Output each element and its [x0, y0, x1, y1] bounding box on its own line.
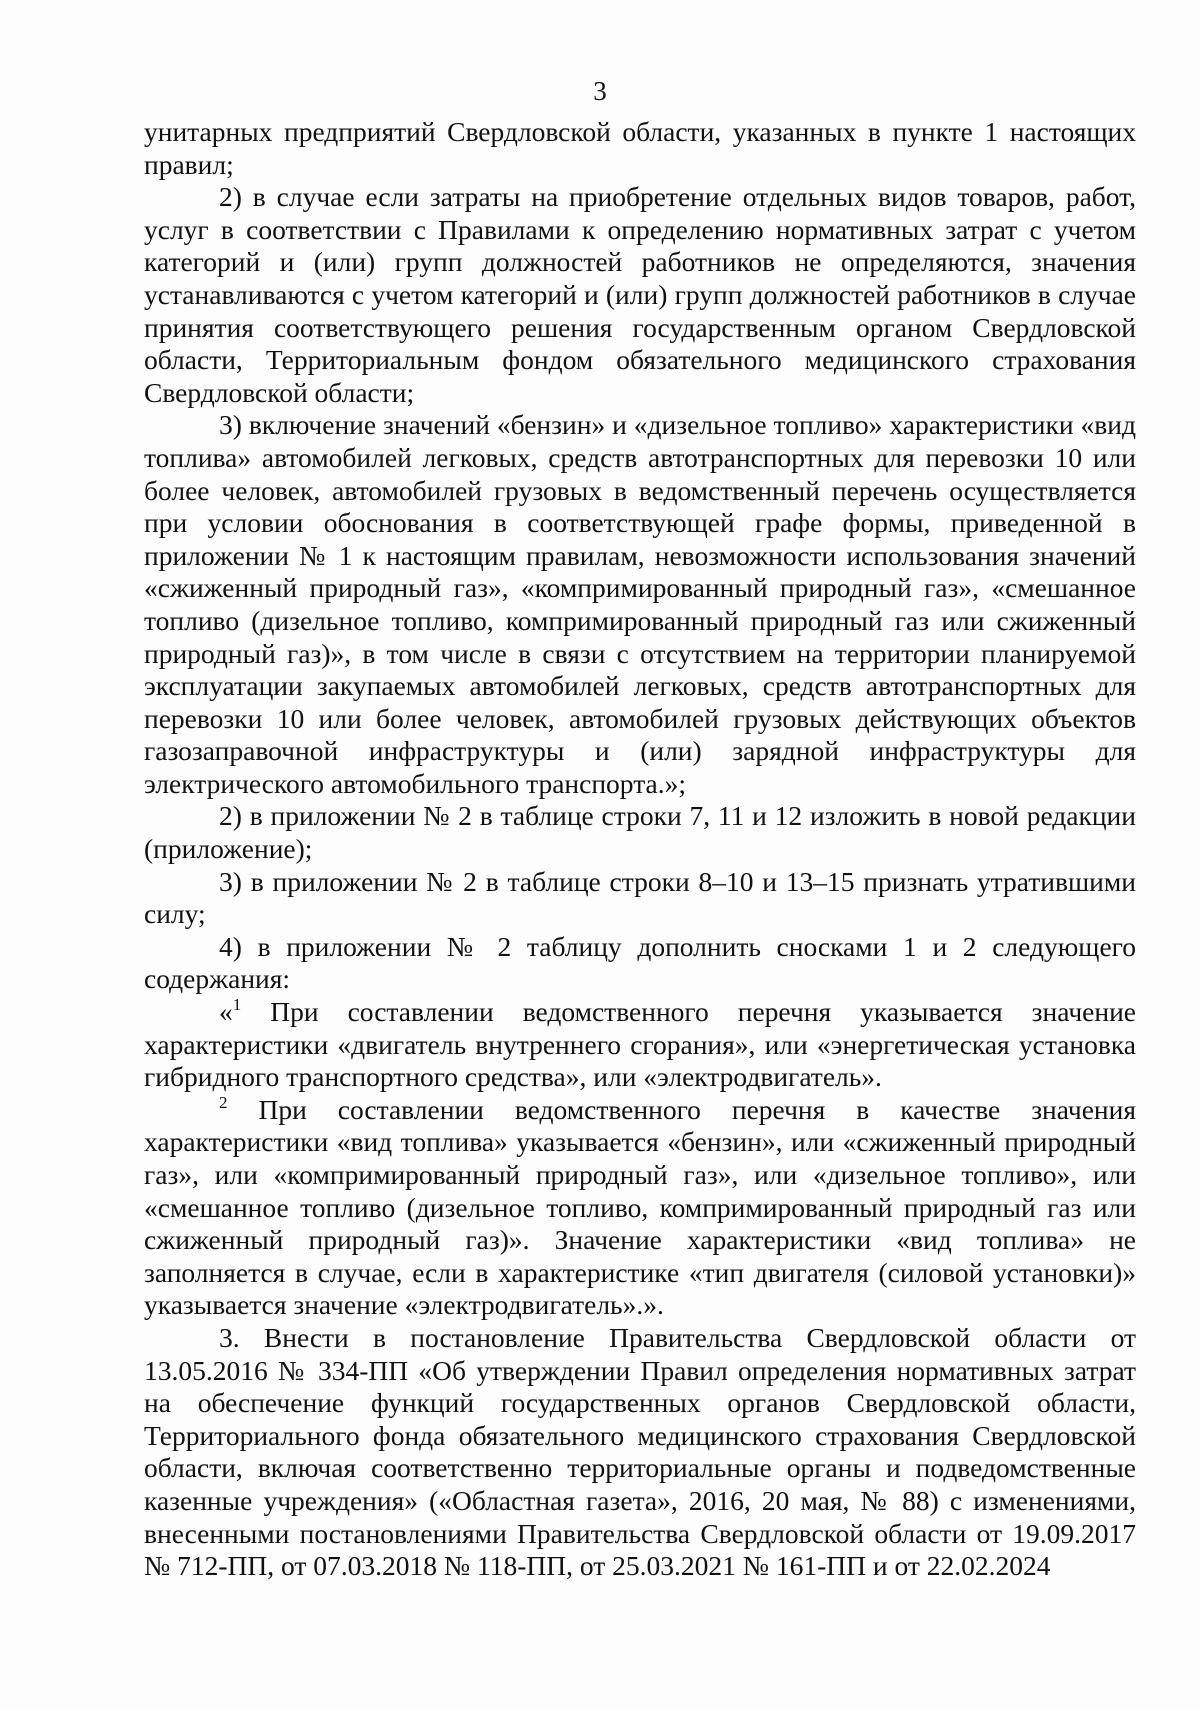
- paragraph-item-2-costs: 2) в случае если затраты на приобретение отдельных видов товаров, работ, услуг в соответствии с Правилами к определению нормативных затрат с учетом категорий и (или) групп должностей работников не определяются, значения устанавливаются с учетом категорий и (или) групп должностей работников в случае принятия соответствующего решения государственным органом Свердловской области, Территориальным фондом обязательного медицинского страхования Свердловской области;: [144, 181, 1136, 408]
- paragraph-item-3-amend-resolution: 3. Внести в постановление Правительства Свердловской области от 13.05.2016 № 334-ПП «Об утверждении Правил определения нормативных затрат на обеспечение функций государственных органов Свердловской области, Территориального фонда обязательного медицинского страхования Свердловской области, включая соответственно территориальные органы и подведомственные казенные учреждения» («Областная газета», 2016, 20 мая, № 88) с изменениями, внесенными постановлениями Правительства Свердловской области от 19.09.2017 № 712-ПП, от 07.03.2018 № 118-ПП, от 25.03.2021 № 161-ПП и от 22.02.2024: [144, 1321, 1136, 1582]
- paragraph-repeal-rows: 3) в приложении № 2 в таблице строки 8–10 и 13–15 признать утратившими силу;: [144, 865, 1136, 930]
- paragraph-continuation: унитарных предприятий Свердловской области, указанных в пункте 1 настоящих правил;: [144, 116, 1136, 180]
- footnote-2-mark: 2: [219, 1092, 228, 1112]
- document-body: [144, 116, 1136, 1583]
- footnote-1-text: При составлении ведомственного перечня указывается значение характеристики «двигатель внутреннего сгорания», или «энергетическая установка гибридного транспортного средства», или «электродвигатель».: [144, 996, 1136, 1093]
- paragraph-amend-rows: 2) в приложении № 2 в таблице строки 7, 11 и 12 изложить в новой редакции (приложение);: [144, 800, 1136, 865]
- paragraph-add-footnotes: 4) в приложении № 2 таблицу дополнить сносками 1 и 2 следующего содержания:: [144, 930, 1136, 995]
- footnote-2: [144, 1094, 1136, 1322]
- footnote-1-mark: 1: [232, 995, 242, 1015]
- footnote-2-text: При составлении ведомственного перечня в качестве значения характеристики «вид топлива» указывается «бензин», или «сжиженный природный газ», или «компримированный природный газ», или «дизельное топливо», или «смешанное топливо (дизельное топливо, компримированный природный газ или сжиженный природный газ)». Значение характеристики «вид топлива» не заполняется в случае, если в характеристике «тип двигателя (силовой установки)» указывается значение «электродвигатель».».: [144, 1093, 1136, 1321]
- footnote-1-open-quote: «: [219, 996, 233, 1028]
- footnote-1: [144, 996, 1136, 1094]
- paragraph-item-3-fuel: 3) включение значений «бензин» и «дизельное топливо» характеристики «вид топлива» автомобилей легковых, средств автотранспортных для перевозки 10 или более человек, автомобилей грузовых в ведомственный перечень осуществляется при условии обоснования в соответствующей графе формы, приведенной в приложении № 1 к настоящим правилам, невозможности использования значений «сжиженный природный газ», «компримированный природный газ», «смешанное топливо (дизельное топливо, компримированный природный газ или сжиженный природный газ)», в том числе в связи с отсутствием на территории планируемой эксплуатации закупаемых автомобилей легковых, средств автотранспортных для перевозки 10 или более человек, автомобилей грузовых действующих объектов газозаправочной инфраструктуры и (или) зарядной инфраструктуры для электрического автомобильного транспорта.»;: [144, 409, 1136, 799]
- page-number: 3: [593, 76, 607, 106]
